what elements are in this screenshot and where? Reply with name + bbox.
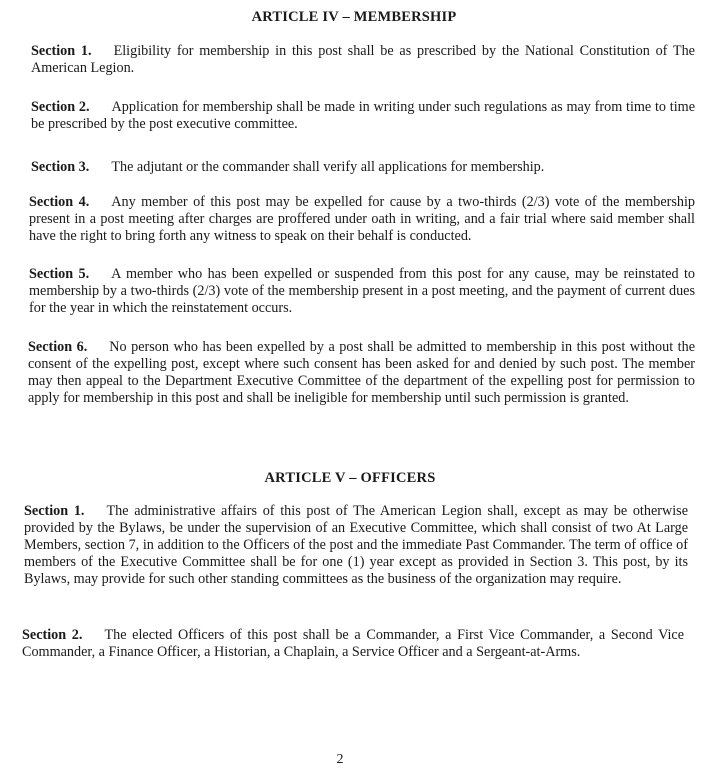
article-v-title: ARTICLE V – OFFICERS [264, 470, 436, 486]
article-iv-section-3 [31, 159, 695, 176]
section-label: Section 5. [29, 266, 90, 282]
article-v-section-1 [24, 503, 688, 588]
article-iv-section-6 [28, 339, 695, 407]
page-number: 2 [336, 752, 344, 767]
article-iv-section-1 [31, 43, 695, 77]
section-text: No person who has been expelled by a post shall be admitted to membership in this post without the consent of the expelling post, except where such consent has been asked for and denied by such post. The member may then appeal to the Department Executive Committee of the department of the expelling post for permission to apply for membership in this post and shall be ineligible for membership until such permission is granted. [28, 339, 695, 406]
section-text: The administrative affairs of this post of The American Legion shall, except as may be otherwise provided by the Bylaws, be under the supervision of an Executive Committee, which shall consist of two At Large Members, section 7, in addition to the Officers of the post and the immediate Past Commander. The term of office of members of the Executive Committee shall be for one (1) year except as provided in Section 3. This post, by its Bylaws, may provide for such other standing committees as the business of the organization may require. [24, 503, 688, 587]
section-text: The elected Officers of this post shall be a Commander, a First Vice Commander, a Second Vice Commander, a Finance Officer, a Historian, a Chaplain, a Service Officer and a Sergeant-at-Arms. [22, 627, 685, 660]
article-v-section-2 [22, 627, 684, 661]
section-label: Section 1. [24, 503, 85, 519]
article-iv-section-2 [31, 99, 695, 133]
section-text: Any member of this post may be expelled for cause by a two-thirds (2/3) vote of the membership present in a post meeting after charges are proffered under oath in writing, and a fair trial where said member shall have the right to bring forth any witness to speak on their behalf is conducted. [29, 194, 696, 244]
article-iv-section-4 [29, 194, 695, 245]
section-label: Section 4. [29, 194, 90, 210]
article-iv-section-5 [29, 266, 695, 317]
section-label: Section 6. [28, 339, 88, 355]
section-text: Eligibility for membership in this post shall be as prescribed by the National Constitution of The American Legion. [31, 43, 695, 76]
section-label: Section 2. [22, 627, 83, 643]
section-label: Section 1. [31, 43, 92, 59]
section-text: Application for membership shall be made in writing under such regulations as may from time to time be prescribed by the post executive committee. [31, 99, 695, 132]
section-text: The adjutant or the commander shall verify all applications for membership. [111, 159, 545, 175]
section-label: Section 2. [31, 99, 90, 115]
section-label: Section 3. [31, 159, 90, 175]
section-text: A member who has been expelled or suspended from this post for any cause, may be reinstated to membership by a two-thirds (2/3) vote of the membership present in a post meeting, and the payment of current dues for the year in which the reinstatement occurs. [29, 266, 695, 316]
article-iv-title: ARTICLE IV – MEMBERSHIP [251, 9, 457, 25]
